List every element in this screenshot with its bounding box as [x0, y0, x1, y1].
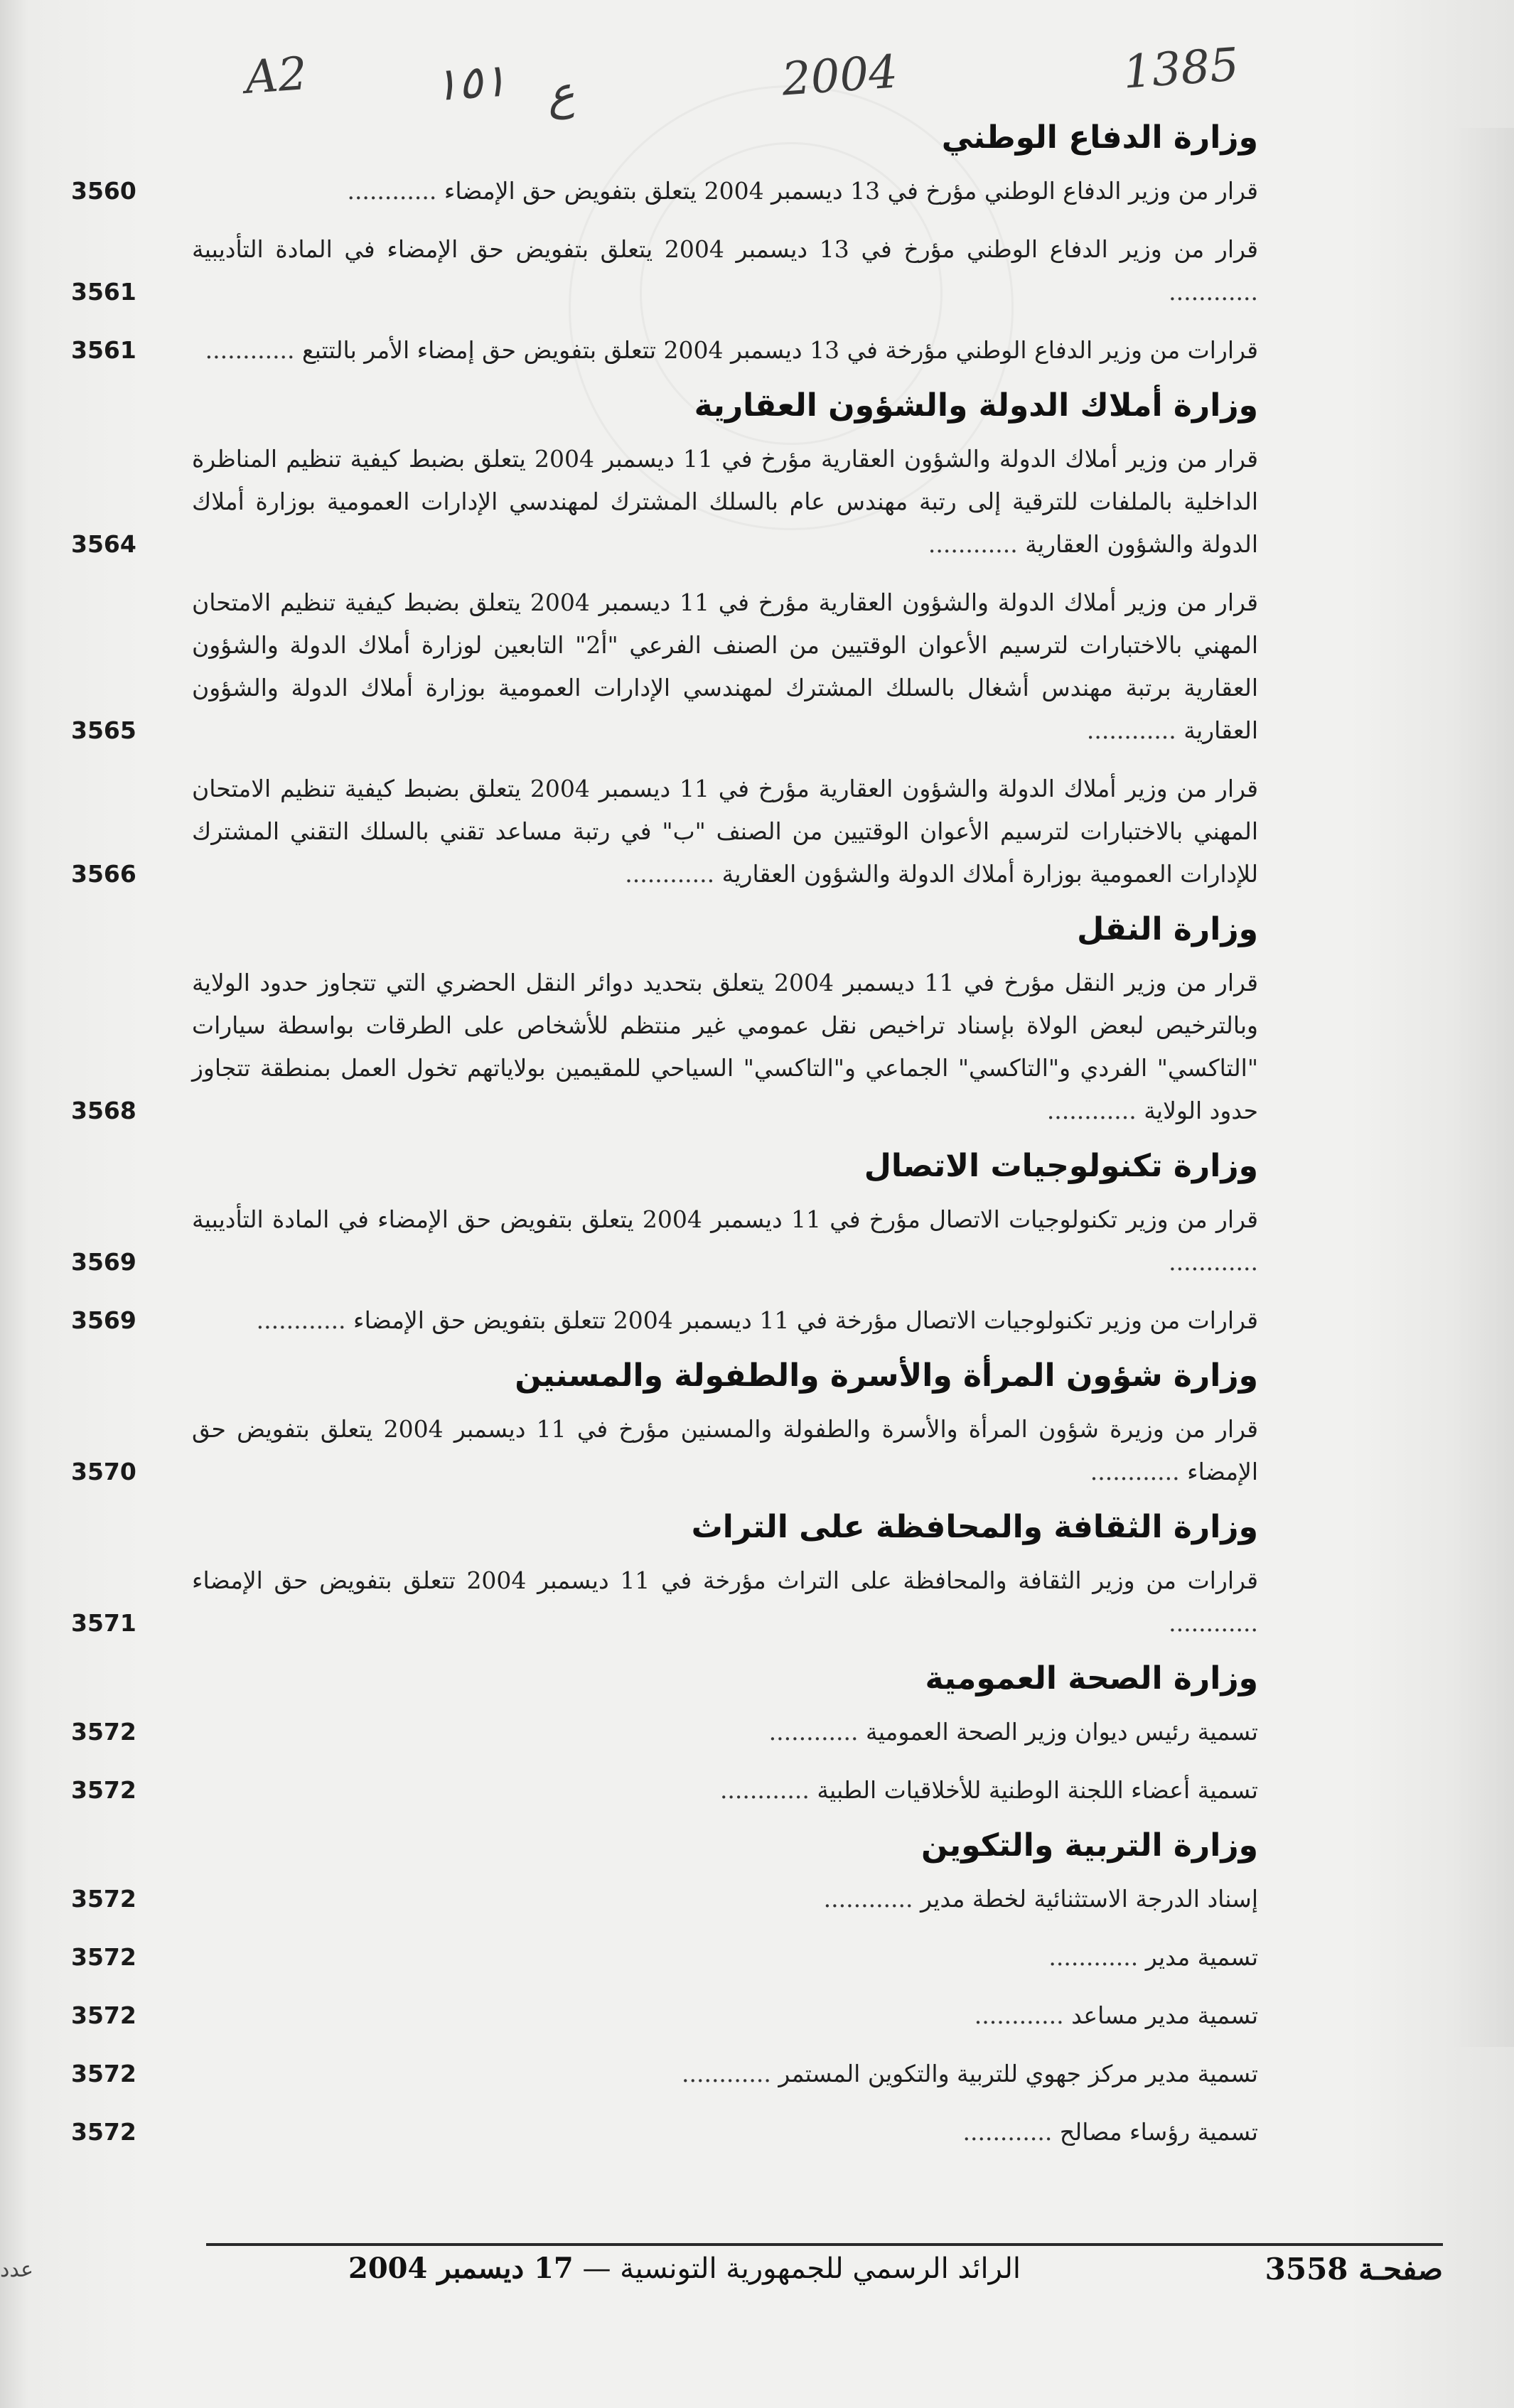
- toc-section: [71, 1148, 1258, 1342]
- toc-entry-text: قرار من وزير أملاك الدولة والشؤون العقارية مؤرخ في 11 ديسمبر 2004 يتعلق بضبط كيفية تنظيم الامتحان المهني بالاختبارات لترسيم الأعوان الوقتيين من الصنف الفرعي "أ2" التابعين لوزارة أملاك الدولة والشؤون العقارية برتبة مهندس أشغال بالسلك المشترك لمهندسي الإدارات العمومية بوزارة أملاك الدولة والشؤون العقارية: [192, 588, 1258, 744]
- toc-entry-page: 3572: [71, 1776, 136, 1804]
- toc-entry-text: قرارات من وزير تكنولوجيات الاتصال مؤرخة في 11 ديسمبر 2004 تتعلق بتفويض حق الإمضاء: [353, 1306, 1258, 1334]
- dot-leader: ............: [974, 2001, 1072, 2029]
- dot-leader: ............: [719, 1776, 817, 1804]
- toc-entry-page: 3570: [71, 1458, 136, 1485]
- toc-entry: [71, 1711, 1258, 1753]
- toc-entry-page: 3572: [71, 2118, 136, 2146]
- toc-entry: [71, 768, 1258, 896]
- toc-entry-text: تسمية أعضاء اللجنة الوطنية للأخلاقيات الطبية: [817, 1776, 1258, 1804]
- dot-leader: ............: [625, 860, 722, 888]
- toc-entry-page: 3566: [71, 860, 136, 888]
- section-title: وزارة الصحة العمومية: [925, 1660, 1258, 1697]
- footer-journal: الرائد الرسمي للجمهورية التونسية —: [582, 2252, 1021, 2285]
- section-title: وزارة أملاك الدولة والشؤون العقارية: [694, 387, 1258, 424]
- section-title: وزارة التربية والتكوين: [920, 1827, 1258, 1864]
- toc-entry-text: إسناد الدرجة الاستثنائية لخطة مدير: [920, 1885, 1258, 1913]
- toc-section: [71, 1827, 1258, 2154]
- toc-entry-text: قرار من وزير الدفاع الوطني مؤرخ في 13 ديسمبر 2004 يتعلق بتفويض حق الإمضاء في المادة التأديبية: [192, 235, 1258, 263]
- toc-entry-page: 3572: [71, 1943, 136, 1971]
- toc-entry: [71, 1299, 1258, 1342]
- toc-entry-text: تسمية رئيس ديوان وزير الصحة العمومية: [866, 1718, 1258, 1746]
- toc-entry: [71, 1559, 1258, 1645]
- toc-entry: [71, 1878, 1258, 1920]
- toc-section: [71, 1358, 1258, 1493]
- dot-leader: ............: [1046, 1097, 1144, 1124]
- footer-journal-title: [348, 2252, 1021, 2285]
- toc-entry-page: 3564: [71, 530, 136, 558]
- toc-entry: [71, 1198, 1258, 1284]
- handwritten-note-ref: 1385: [1121, 38, 1241, 100]
- toc-entry: [71, 329, 1258, 372]
- toc-entry-text: تسمية مدير مساعد: [1071, 2001, 1258, 2029]
- handwritten-note-letter: ع: [545, 66, 576, 122]
- dot-leader: ............: [347, 177, 444, 205]
- section-title: وزارة الثقافة والمحافظة على التراث: [691, 1509, 1258, 1545]
- toc-section: [71, 1660, 1258, 1812]
- table-of-contents: [71, 107, 1258, 2169]
- toc-entry-page: 3569: [71, 1248, 136, 1276]
- footer-rule: [206, 2243, 1443, 2246]
- toc-entry-text: قرار من وزير النقل مؤرخ في 11 ديسمبر 2004 يتعلق بتحديد دوائر النقل الحضري التي تتجاوز حدود الولاية وبالترخيص لبعض الولاة بإسناد تراخيص نقل عمومي غير منتظم للأشخاص على الطرقات بواسطة سيارات "التاكسي" الفردي و"التاكسي" الجماعي و"التاكسي" السياحي للمقيمين بولاياتهم تخول العمل بمنطقة تتجاوز حدود الولاية: [192, 969, 1259, 1124]
- dot-leader: ............: [205, 336, 303, 364]
- dot-leader: ............: [768, 1718, 866, 1746]
- dot-leader: ............: [1169, 1248, 1258, 1276]
- dot-leader: ............: [1090, 1458, 1188, 1485]
- toc-entry-text: قرار من وزيرة شؤون المرأة والأسرة والطفولة والمسنين مؤرخ في 11 ديسمبر 2004 يتعلق بتفويض حق الإمضاء: [192, 1415, 1258, 1485]
- dot-leader: ............: [962, 2118, 1060, 2146]
- toc-entry-page: 3561: [71, 336, 136, 364]
- section-title: وزارة النقل: [1077, 911, 1258, 947]
- section-title: وزارة تكنولوجيات الاتصال: [864, 1148, 1258, 1184]
- toc-entry-page: 3572: [71, 1718, 136, 1746]
- footer-edge-label: عدد: [0, 2257, 34, 2282]
- toc-entry: [71, 962, 1258, 1132]
- toc-entry-page: 3565: [71, 716, 136, 744]
- dot-leader: ............: [681, 2060, 779, 2087]
- dot-leader: ............: [256, 1306, 354, 1334]
- toc-entry-page: 3561: [71, 278, 136, 306]
- toc-entry-page: 3568: [71, 1097, 136, 1124]
- handwritten-note-a2: A2: [243, 48, 309, 104]
- footer-page-number: صفحـة 3558: [1265, 2252, 1443, 2286]
- toc-entry-text: قرار من وزير أملاك الدولة والشؤون العقارية مؤرخ في 11 ديسمبر 2004 يتعلق بضبط كيفية تنظيم الامتحان المهني بالاختبارات لترسيم الأعوان الوقتيين من الصنف "ب" في رتبة مساعد تقني بالسلك التقني المشترك للإدارات العمومية بوزارة أملاك الدولة والشؤون العقارية: [192, 775, 1258, 888]
- toc-entry-text: قرار من وزير تكنولوجيات الاتصال مؤرخ في 11 ديسمبر 2004 يتعلق بتفويض حق الإمضاء في المادة التأديبية: [192, 1205, 1258, 1233]
- toc-entry-text: قرار من وزير أملاك الدولة والشؤون العقارية مؤرخ في 11 ديسمبر 2004 يتعلق بضبط كيفية تنظيم المناظرة الداخلية بالملفات للترقية إلى رتبة مهندس عام بالسلك المشترك لمهندسي الإدارات العمومية بوزارة أملاك الدولة والشؤون العقارية: [192, 445, 1258, 558]
- dot-leader: ............: [1086, 716, 1184, 744]
- toc-entry-text: قرارات من وزير الثقافة والمحافظة على التراث مؤرخة في 11 ديسمبر 2004 تتعلق بتفويض حق الإمضاء: [192, 1566, 1258, 1594]
- toc-section: [71, 387, 1258, 896]
- page-edge-shadow: [1450, 128, 1514, 2047]
- section-title: وزارة شؤون المرأة والأسرة والطفولة والمسنين: [515, 1358, 1258, 1394]
- dot-leader: ............: [1048, 1943, 1146, 1971]
- toc-entry-page: 3560: [71, 177, 136, 205]
- toc-entry-page: 3572: [71, 2060, 136, 2087]
- toc-entry: [71, 581, 1258, 752]
- toc-entry-page: 3569: [71, 1306, 136, 1334]
- toc-entry: [71, 1408, 1258, 1493]
- toc-entry-text: تسمية مدير مركز جهوي للتربية والتكوين المستمر: [778, 2060, 1258, 2087]
- toc-entry: [71, 2111, 1258, 2154]
- toc-section: [71, 911, 1258, 1132]
- toc-entry: [71, 1769, 1258, 1812]
- toc-section: [71, 1509, 1258, 1645]
- dot-leader: ............: [928, 530, 1026, 558]
- toc-entry-page: 3571: [71, 1609, 136, 1637]
- handwritten-note-number: ١٥١: [431, 54, 509, 112]
- dot-leader: ............: [1169, 278, 1258, 306]
- toc-entry: [71, 1994, 1258, 2037]
- section-title: وزارة الدفاع الوطني: [941, 119, 1258, 156]
- handwritten-annotations: [0, 28, 1514, 122]
- toc-entry-text: قرارات من وزير الدفاع الوطني مؤرخة في 13 ديسمبر 2004 تتعلق بتفويض حق إمضاء الأمر بالتتبع: [302, 336, 1258, 364]
- page-footer: [0, 2252, 1514, 2301]
- dot-leader: ............: [1169, 1609, 1258, 1637]
- toc-section: [71, 119, 1258, 372]
- toc-entry-text: تسمية رؤساء مصالح: [1059, 2118, 1258, 2146]
- toc-entry-page: 3572: [71, 2001, 136, 2029]
- toc-entry: [71, 1936, 1258, 1979]
- toc-entry-text: قرار من وزير الدفاع الوطني مؤرخ في 13 ديسمبر 2004 يتعلق بتفويض حق الإمضاء: [444, 177, 1258, 205]
- toc-entry: [71, 228, 1258, 313]
- handwritten-note-year: 2004: [780, 45, 900, 107]
- toc-entry: [71, 2053, 1258, 2095]
- footer-date: 17 ديسمبر 2004: [348, 2252, 574, 2285]
- toc-entry: [71, 170, 1258, 213]
- toc-entry-text: تسمية مدير: [1145, 1943, 1258, 1971]
- dot-leader: ............: [823, 1885, 921, 1913]
- toc-entry: [71, 438, 1258, 566]
- toc-entry-page: 3572: [71, 1885, 136, 1913]
